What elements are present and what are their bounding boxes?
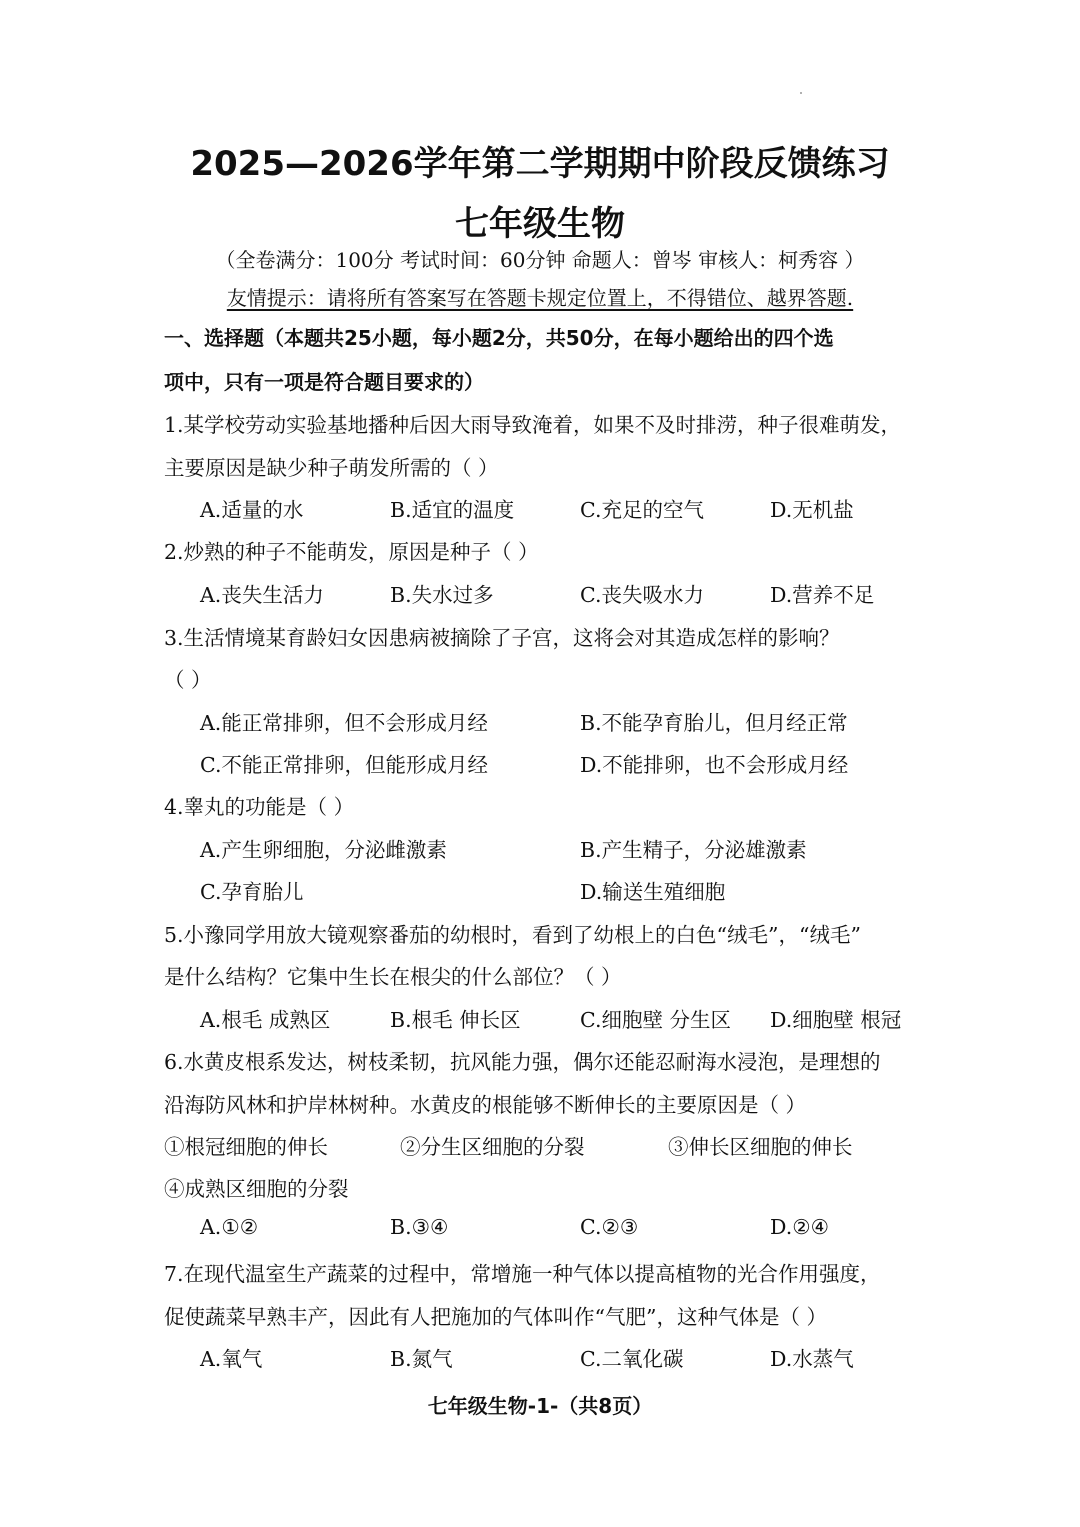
- question-1-line2: 主要原因是缺少种子萌发所需的（ ）: [164, 456, 499, 480]
- question-6-statement-2: ②分生区细胞的分裂: [400, 1135, 585, 1159]
- question-5-option-a: A.根毛 成熟区: [200, 1008, 331, 1032]
- section-heading-line2: 项中，只有一项是符合题目要求的）: [164, 370, 484, 394]
- exam-tip: 友情提示：请将所有答案写在答题卡规定位置上，不得错位、越界答题.: [226, 286, 854, 310]
- question-1-line1: 1.某学校劳动实验基地播种后因大雨导致淹着，如果不及时排涝，种子很难萌发，: [164, 413, 902, 437]
- question-3-option-a: A.能正常排卵，但不会形成月经: [200, 711, 488, 735]
- question-6-statement-3: ③伸长区细胞的伸长: [668, 1135, 853, 1159]
- question-1-option-c: C.充足的空气: [580, 498, 704, 522]
- question-4-option-a: A.产生卵细胞，分泌雌激素: [200, 838, 447, 862]
- scan-speck: [800, 92, 802, 94]
- exam-info: （全卷满分：100分 考试时间：60分钟 命题人：曾岑 审核人：柯秀容 ）: [215, 248, 865, 272]
- question-1-option-b: B.适宜的温度: [390, 498, 515, 522]
- exam-subject: 七年级生物: [455, 204, 625, 244]
- question-3-line2: （ ）: [164, 668, 212, 692]
- question-7-option-b: B.氮气: [390, 1347, 453, 1371]
- exam-title: 2025—2026学年第二学期期中阶段反馈练习: [190, 144, 890, 184]
- question-5-line2: 是什么结构？它集中生长在根尖的什么部位？（ ）: [164, 965, 622, 989]
- question-6-statement-4: ④成熟区细胞的分裂: [164, 1177, 349, 1201]
- question-5-option-b: B.根毛 伸长区: [390, 1008, 521, 1032]
- question-2-option-b: B.失水过多: [390, 583, 494, 607]
- question-6-line2: 沿海防风林和护岸林树种。水黄皮的根能够不断伸长的主要原因是（ ）: [164, 1093, 807, 1117]
- question-2-line1: 2.炒熟的种子不能萌发，原因是种子（ ）: [164, 540, 539, 564]
- question-7-line1: 7.在现代温室生产蔬菜的过程中，常增施一种气体以提高植物的光合作用强度，: [164, 1262, 881, 1286]
- question-3-option-d: D.不能排卵，也不会形成月经: [580, 753, 849, 777]
- question-7-line2: 促使蔬菜早熟丰产，因此有人把施加的气体叫作“气肥”，这种气体是（ ）: [164, 1305, 827, 1329]
- question-2-option-c: C.丧失吸水力: [580, 583, 704, 607]
- question-6-option-a: A.①②: [200, 1215, 259, 1239]
- question-4-option-d: D.输送生殖细胞: [580, 880, 726, 904]
- question-6-option-c: C.②③: [580, 1215, 639, 1239]
- question-3-line1: 3.生活情境某育龄妇女因患病被摘除了子宫，这将会对其造成怎样的影响？: [164, 626, 840, 650]
- question-1-option-a: A.适量的水: [200, 498, 304, 522]
- question-5-line1: 5.小豫同学用放大镜观察番茄的幼根时，看到了幼根上的白色“绒毛”，“绒毛”: [164, 923, 861, 947]
- question-4-option-c: C.孕育胎儿: [200, 880, 304, 904]
- question-1-option-d: D.无机盐: [770, 498, 854, 522]
- question-3-option-c: C.不能正常排卵，但能形成月经: [200, 753, 488, 777]
- question-2-option-a: A.丧失生活力: [200, 583, 324, 607]
- question-7-option-d: D.水蒸气: [770, 1347, 854, 1371]
- question-7-option-c: C.二氧化碳: [580, 1347, 684, 1371]
- page-footer: 七年级生物-1-（共8页）: [427, 1394, 653, 1418]
- question-6-line1: 6.水黄皮根系发达，树枝柔韧，抗风能力强，偶尔还能忍耐海水浸泡，是理想的: [164, 1050, 881, 1074]
- section-heading-line1: 一、选择题（本题共25小题，每小题2分，共50分，在每小题给出的四个选: [164, 326, 834, 350]
- question-3-option-b: B.不能孕育胎儿，但月经正常: [580, 711, 848, 735]
- question-5-option-d: D.细胞壁 根冠: [770, 1008, 902, 1032]
- question-4-option-b: B.产生精子，分泌雄激素: [580, 838, 807, 862]
- question-6-option-b: B.③④: [390, 1215, 449, 1239]
- question-4-line1: 4.睾丸的功能是（ ）: [164, 795, 355, 819]
- question-5-option-c: C.细胞壁 分生区: [580, 1008, 731, 1032]
- question-6-option-d: D.②④: [770, 1215, 829, 1239]
- question-6-statement-1: ①根冠细胞的伸长: [164, 1135, 328, 1159]
- question-2-option-d: D.营养不足: [770, 583, 875, 607]
- question-7-option-a: A.氧气: [200, 1347, 263, 1371]
